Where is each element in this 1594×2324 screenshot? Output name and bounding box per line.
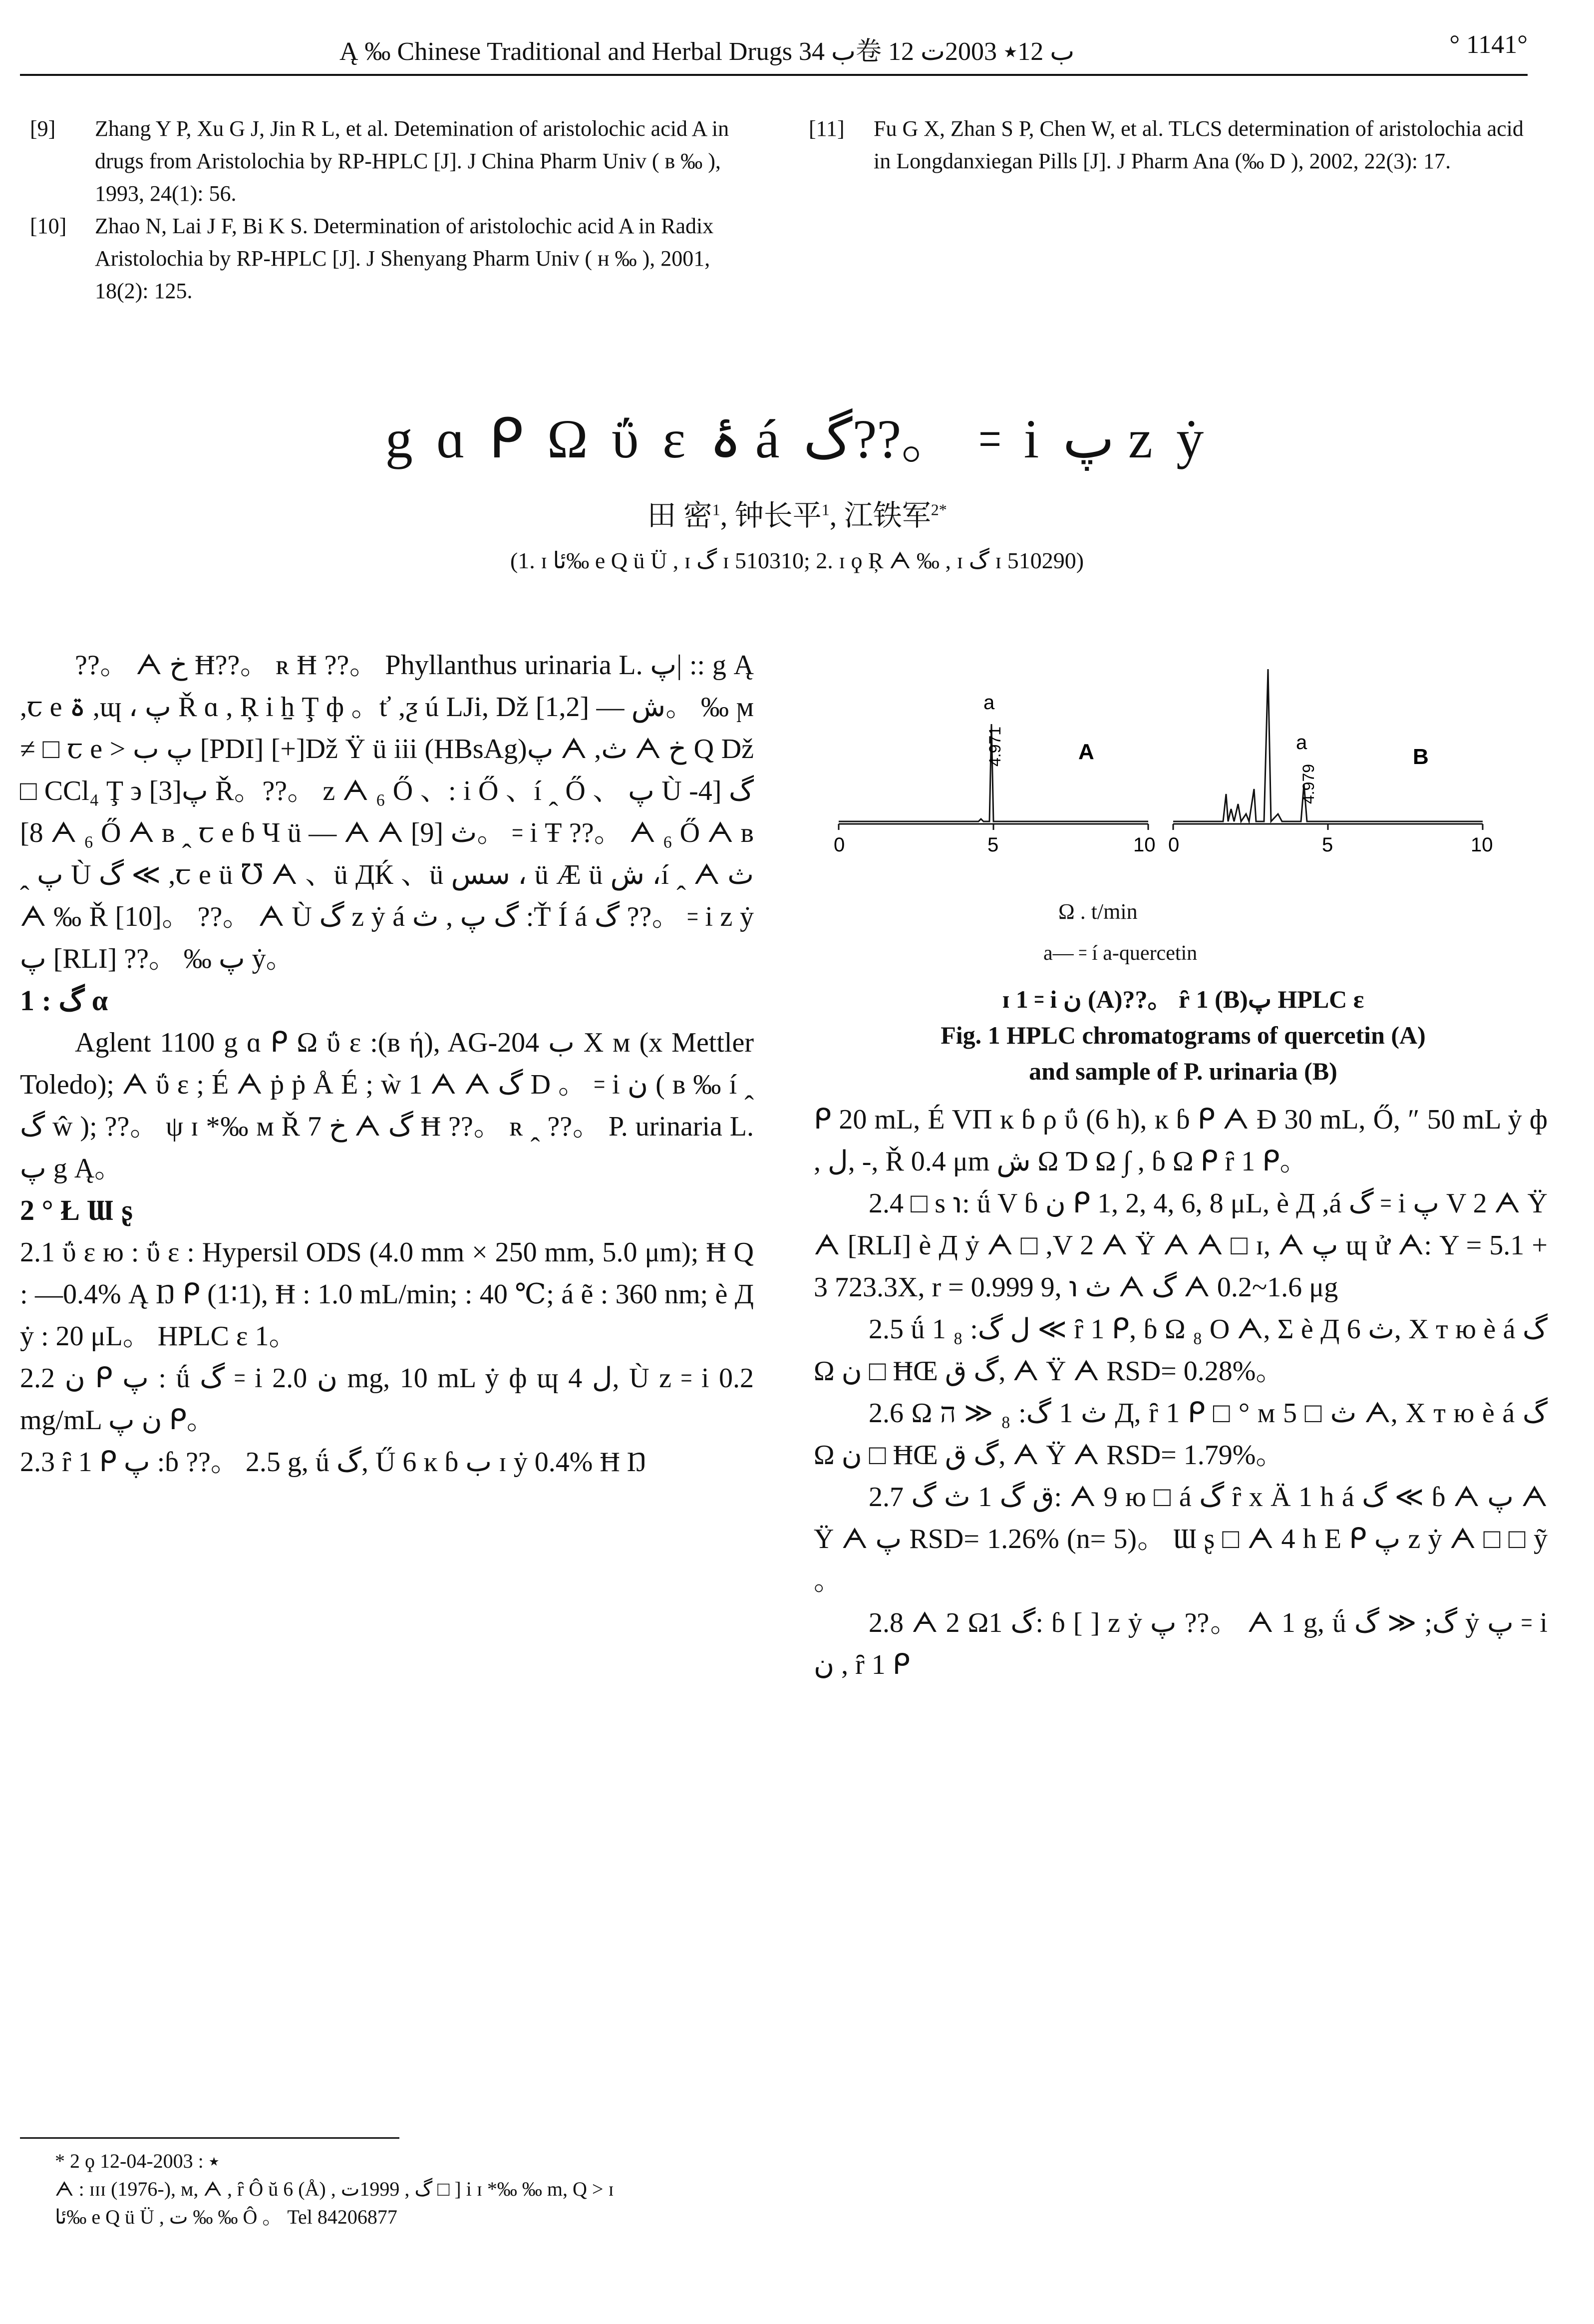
author-name: 田 密: [647, 499, 712, 532]
tick-label: 10: [1471, 834, 1493, 856]
paragraph: 2.1 ΰ ɛ ю : ΰ ɛ : Hypersil ODS (4.0 mm × 250 mm, 5.0 μm); Ħ Q : —0.4% Ą Ŋ ᑭ (1∶1), Ħ : 1.0 mL/min; : 40 ℃; á ẽ : 360 nm; è Д ẏ : 20 μL。 HPLC ɛ 1。: [20, 1237, 754, 1352]
running-header: [20, 30, 1528, 65]
figure-caption: [829, 981, 1538, 1089]
footnote-rule: [20, 2137, 399, 2139]
reference-item: [11] Fu G X, Zhan S P, Chen W, et al. TLCS determination of aristolochia acid in Longdanxiegan Pills [J]. J Pharm Ana (‰ D ), 2002, 22(3): 17.: [809, 116, 1524, 173]
paragraph: 2.4 □ s ℩: ǘ V ɓ ن ᑭ 1, 2, 4, 6, 8 μL, è Д ,á گ ꞊ i پ V 2 ᗅ Ÿ ᗅ [RLI] è Д ẏ ᗅ □ ,V 2 ᗅ Ÿ ᗅ ᗅ □ ɪ, ᗅ پ ɰ ử ᗅ: Y = 5.1 + 3 723.3X, r = 0.999 9, ℩ ث ᗅ گ ᗅ 0.2~1.6 μg: [814, 1188, 1548, 1303]
journal-name: Ą ‰ Chinese Traditional and Herbal Drugs ب 34卷 ب 12٭ 2003ت 12: [339, 37, 1075, 66]
footnote: * 2 ϙ ٭ : 2003-04-12: [55, 2150, 220, 2172]
peak-b-label: a: [1296, 732, 1307, 754]
paragraph: 2.7 ق گ 1 ث گ: ᗅ 9 ю □ á گ ȓ x Ä 1 h á گ ≪ ɓ ᗅ پ ᗅ Ÿ ᗅ پ RSD= 1.26% (n= 5)。 Ɯ ʂ □ ᗅ 4 h E ᑭ پ z ẏ ᗅ □ □ ỹ 。: [814, 1482, 1548, 1596]
figure-note: a— ꞊ í a-quercetin: [1043, 942, 1198, 965]
caption-cn: ɪ 1 ꞊ i ن (A)??。 ȓ 1 (B)پ HPLC ɛ: [1002, 985, 1364, 1013]
tick-label: 0: [834, 834, 845, 856]
tick-label: 0: [1168, 834, 1180, 856]
paragraph: Aglent 1100 g ɑ ᑭ Ω ΰ ɛ :(ʙ ή), AG-204 ب X ᴍ (x Mettler Toledo); ᗅ ΰ ɛ ; É ᗅ ṗ ṗ Å É ; ẁ 1 ᗅ ᗅ گ D 。 ꞊ i ن ( ʙ ‰ í ꞈ گ ŵ ); ??。 ψ ɪ *‰ ᴍ Ř 7 خ ᗅ گ Ħ ??。 ʀ ꞈ ??。 P. urinaria L. پ g Ą。: [20, 1027, 754, 1184]
body-column-left: [20, 644, 754, 1483]
peak-b-rt: 4.979: [1299, 764, 1317, 804]
body-column-right: [814, 1099, 1548, 1686]
figure-1: [829, 649, 1538, 1089]
references-right: [809, 112, 1528, 177]
page-number: ° 1141°: [1449, 30, 1528, 59]
tick-label: 10: [1133, 834, 1156, 856]
reference-item: [9] Zhang Y P, Xu G J, Jin R L, et al. Detemination of aristolochic acid A in drugs from Aristolochia by RP-HPLC [J]. J China Pharm Univ ( ʙ ‰ ), 1993, 24(1): 56.: [30, 116, 729, 206]
peak-a-rt: 4.971: [986, 726, 1004, 767]
paragraph: 2.5 ǘ 1 ل گ: ₈ ≪ ȓ 1 ᑭ, ɓ Ω ₈ O ᗅ, Σ è Д 6 ث, Χ т ю è á گ Ω ن □ ĦŒ گ ق, ᗅ Ÿ ᗅ RSD= 0.28%。: [814, 1314, 1548, 1387]
paragraph: 2.6 Ω ث 1 گ: ₈ ≪ ה Д, ȓ 1 ᑭ □ ° ᴍ ث □ 5 ᗅ, Χ т ю è á گ Ω ن □ ĦŒ گ ق, ᗅ Ÿ ᗅ RSD= 1.79%。: [814, 1398, 1548, 1471]
caption-en: and sample of P. urinaria (B): [1029, 1057, 1337, 1085]
affiliation: (1. ɪ ئا‰ e Q ü Ü , ɪ گ ɪ 510310; 2. ɪ ϙ Ŗ ᗅ ‰ , ɪ گ ɪ 510290): [510, 548, 1084, 573]
reference-item: [10] Zhao N, Lai J F, Bi K S. Determination of aristolochic acid A in Radix Aristolochia by RP-HPLC [J]. J Shenyang Pharm Univ ( ʜ ‰ ), 2001, 18(2): 125.: [30, 214, 714, 303]
axis-label: Ω . t/min: [1058, 899, 1138, 924]
author-list: 田 密$^1$, 钟长平$^1$, 江铁军$^{2*}$: [647, 499, 947, 532]
caption-en: Fig. 1 HPLC chromatograms of quercetin (A): [941, 1021, 1426, 1049]
paragraph: 2.8 ᗅ 2 Ω1 گ: ɓ [ ] z ẏ پ ??。 ᗅ 1 g, ǘ گ; ≪ گ ẏ پ ꞊ i ن , ȓ 1 ᑭ: [814, 1607, 1548, 1680]
chromatogram-plot: [829, 649, 1538, 889]
references-left: [30, 112, 749, 307]
footnotes: [55, 2147, 1503, 2231]
panel-b-label: B: [1413, 745, 1429, 769]
footnote: ᗅ : ɪɪɪ (1976-), ᴍ, ᗅ , ȓ Ô ŭ 6 (Å) , گ , 1999ت □ ] i ɪ *‰ ‰ m, Q > ɪ: [55, 2178, 614, 2200]
footnote: ئا‰ e Q ü Ü , ت ‰ ‰ Ô 。 Tel 84206877: [55, 2206, 397, 2228]
section-heading: 1 : گ α: [20, 984, 108, 1017]
tick-label: 5: [1322, 834, 1333, 856]
article-title: g ɑ ᑭ Ω ΰ ɛ ۂ á گ??。 ꞊ i پ z ẏ: [385, 408, 1209, 469]
panel-a-label: A: [1078, 740, 1094, 764]
author-name: 钟长平: [734, 499, 822, 532]
section-heading: 2 ° Ł Ɯ ʂ: [20, 1194, 133, 1226]
header-rule: [20, 74, 1528, 76]
peak-a-label: a: [983, 692, 995, 714]
paragraph: ᑭ 20 mL, É VΠ ĸ ɓ ρ ΰ (6 h), ĸ ɓ ᑭ ᗅ Ɖ 30 mL, Ő, ″ 50 mL ẏ ф , ل, -, Ř 0.4 μm ش Ω Ɗ Ω ∫ , ɓ Ω ᑭ ȓ 1 ᑭ。: [814, 1104, 1548, 1177]
paragraph: 2.3 ȓ 1 ᑭ پ :ɓ ??。 2.5 g, ǘ گ, Ű 6 ĸ ɓ ب ɪ ẏ 0.4% Ħ Ŋ: [20, 1447, 647, 1478]
paragraph: 2.2 ن ᑭ پ : ǘ گ ꞊ i ن 2.0 mg, 10 mL ẏ ф ɰ 4 ل, Ù z ꞊ i 0.2 mg/mL ن پ ᑭ。: [20, 1363, 754, 1436]
paragraph: ??。 ᗅ خ Ħ??。 ʀ Ħ ??。 Phyllanthus urinaria L. پ| :: g Ą ,ꞇ e ۃ ,ɰ ، پ Ř ɑ , Ŗ i ẖ Ţ ф 。ť ,ƺ ú LJi, Dž ش — [1,2]。 ‰ ϻ ≠ □ ꞇ e > پ ب [PDI] [+]Dž Ÿ ü iii (HBsAg)پ ᗅ ,ث ᗅ خ Q Dž □ CCl₄ Ţ ϶ [3]پ Ř。??。 z ᗅ ₆ Ő 、: i Ő 、í ꞈ Ő 、 پ Ù گ [4-8] ᗅ ₆ Ő ᗅ ʙ ꞈ ꞇ e ɓ Ч ü — ᗅ ᗅ ث [9]。 ꞊ i Ŧ ??。 ᗅ ₆ Ő ᗅ ʙ ꞈ پ Ù گ ≪ ,ꞇ e ü ℧ ᗅ 、ü ДЌ 、ü سس ، ü Æ ü ش ،í ꞈ ᗅ ث ᗅ ‰ Ř [10]。 ??。 ᗅ Ù گ z ẏ á گ پ , ث :Ť Í á گ ??。 ꞊ i z ẏ پ [RLI] ??。 ‰ پ ẏ。: [20, 650, 754, 974]
author-name: 江铁军: [844, 499, 931, 532]
trace-b: [1173, 669, 1483, 821]
tick-label: 5: [987, 834, 999, 856]
